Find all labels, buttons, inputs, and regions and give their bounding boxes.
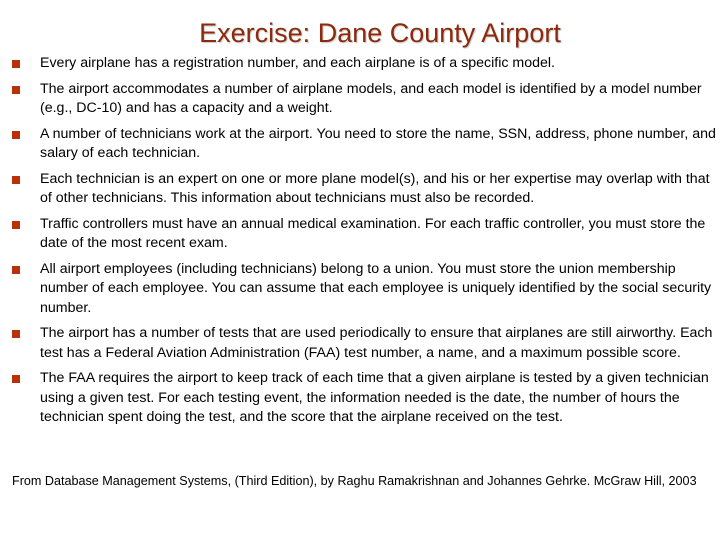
bullet-list <box>12 54 718 434</box>
square-bullet-icon <box>12 221 20 229</box>
bullet-text: The airport has a number of tests that are used periodically to ensure that airplanes are still airworthy. Each test has a Federal Aviation Administration (FAA) test number, a name, and a maximum possible score. <box>40 325 713 361</box>
bullet-item <box>12 125 718 164</box>
bullet-text: The FAA requires the airport to keep track of each time that a given airplane is tested by a given technician using a given test. For each testing event, the information needed is the date, the number of hours the technician spent doing the test, and the score that the airplane received on the test. <box>40 370 709 425</box>
bullet-item <box>12 80 718 119</box>
bullet-item <box>12 54 718 74</box>
square-bullet-icon <box>12 60 20 68</box>
square-bullet-icon <box>12 330 20 338</box>
bullet-text: Traffic controllers must have an annual medical examination. For each traffic controller, you must store the date of the most recent exam. <box>40 215 706 251</box>
square-bullet-icon <box>12 375 20 383</box>
bullet-text: A number of technicians work at the airport. You need to store the name, SSN, address, phone number, and salary of each technician. <box>40 125 716 161</box>
bullet-text: The airport accommodates a number of airplane models, and each model is identified by a model number (e.g., DC-10) and has a capacity and a weight. <box>40 80 702 116</box>
bullet-text: Each technician is an expert on one or more plane model(s), and his or her expertise may overlap with that of other technicians. This information about technicians must also be recorded. <box>40 170 710 206</box>
bullet-item <box>12 215 718 254</box>
bullet-item <box>12 170 718 209</box>
square-bullet-icon <box>12 266 20 274</box>
bullet-text: All airport employees (including technicians) belong to a union. You must store the union membership number of each employee. You can assume that each employee is uniquely identified by the social security number. <box>40 260 712 316</box>
bullet-text: Every airplane has a registration number, and each airplane is of a specific model. <box>40 55 555 71</box>
square-bullet-icon <box>12 131 20 139</box>
bullet-item <box>12 369 718 428</box>
square-bullet-icon <box>12 86 20 94</box>
bullet-item <box>12 260 718 319</box>
square-bullet-icon <box>12 176 20 184</box>
slide-title: Exercise: Dane County Airport <box>199 18 561 48</box>
bullet-item <box>12 324 718 363</box>
citation: From Database Management Systems, (Third Edition), by Raghu Ramakrishnan and Johannes Gehrke. McGraw Hill, 2003 <box>12 474 697 488</box>
